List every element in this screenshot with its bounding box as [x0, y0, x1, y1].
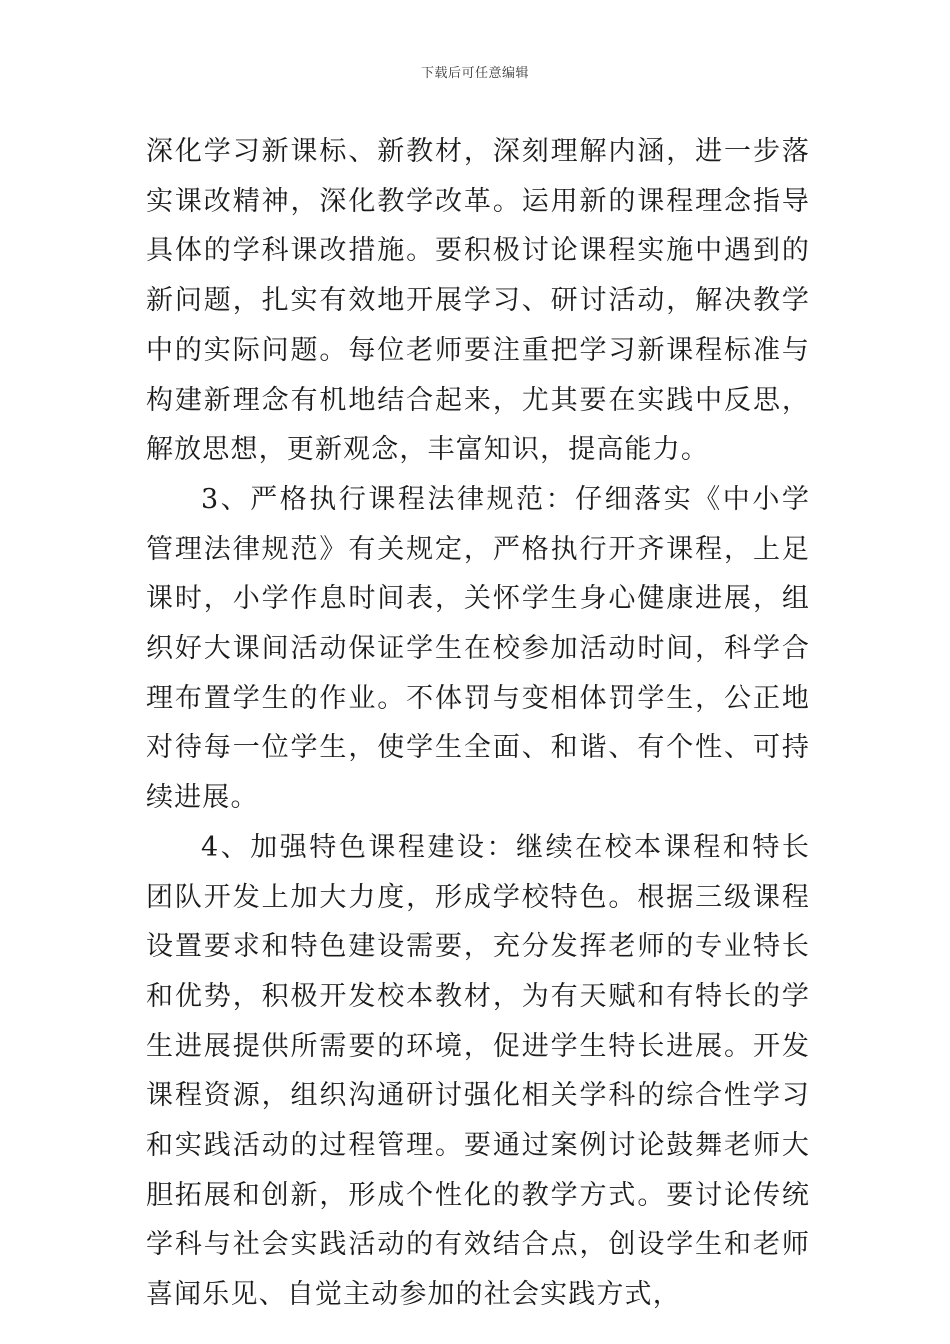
document-body — [146, 127, 810, 1320]
paragraph-item-3: 3、严格执行课程法律规范：仔细落实《中小学管理法律规范》有关规定，严格执行开齐课程，上足课时，小学作息时间表，关怀学生身心健康进展，组织好大课间活动保证学生在校参加活动时间，科学合理布置学生的作业。不体罚与变相体罚学生，公正地对待每一位学生，使学生全面、和谐、有个性、可持续进展。 — [146, 483, 810, 814]
paragraph-continuation: 深化学习新课标、新教材，深刻理解内涵，进一步落实课改精神，深化教学改革。运用新的课程理念指导具体的学科课改措施。要积极讨论课程实施中遇到的新问题，扎实有效地开展学习、研讨活动，解决教学中的实际问题。每位老师要注重把学习新课程标准与构建新理念有机地结合起来，尤其要在实践中反思，解放思想，更新观念，丰富知识，提高能力。 — [146, 136, 810, 466]
paragraph-item-4: 4、加强特色课程建设：继续在校本课程和特长团队开发上加大力度，形成学校特色。根据三级课程设置要求和特色建设需要，充分发挥老师的专业特长和优势，积极开发校本教材，为有天赋和有特长的学生进展提供所需要的环境，促进学生特长进展。开发课程资源，组织沟通研讨强化相关学科的综合性学习和实践活动的过程管理。要通过案例讨论鼓舞老师大胆拓展和创新，形成个性化的教学方式。要讨论传统学科与社会实践活动的有效结合点，创设学生和老师喜闻乐见、自觉主动参加的社会实践方式， — [146, 831, 810, 1311]
page-header-note: 下载后可任意编辑 — [420, 66, 529, 81]
